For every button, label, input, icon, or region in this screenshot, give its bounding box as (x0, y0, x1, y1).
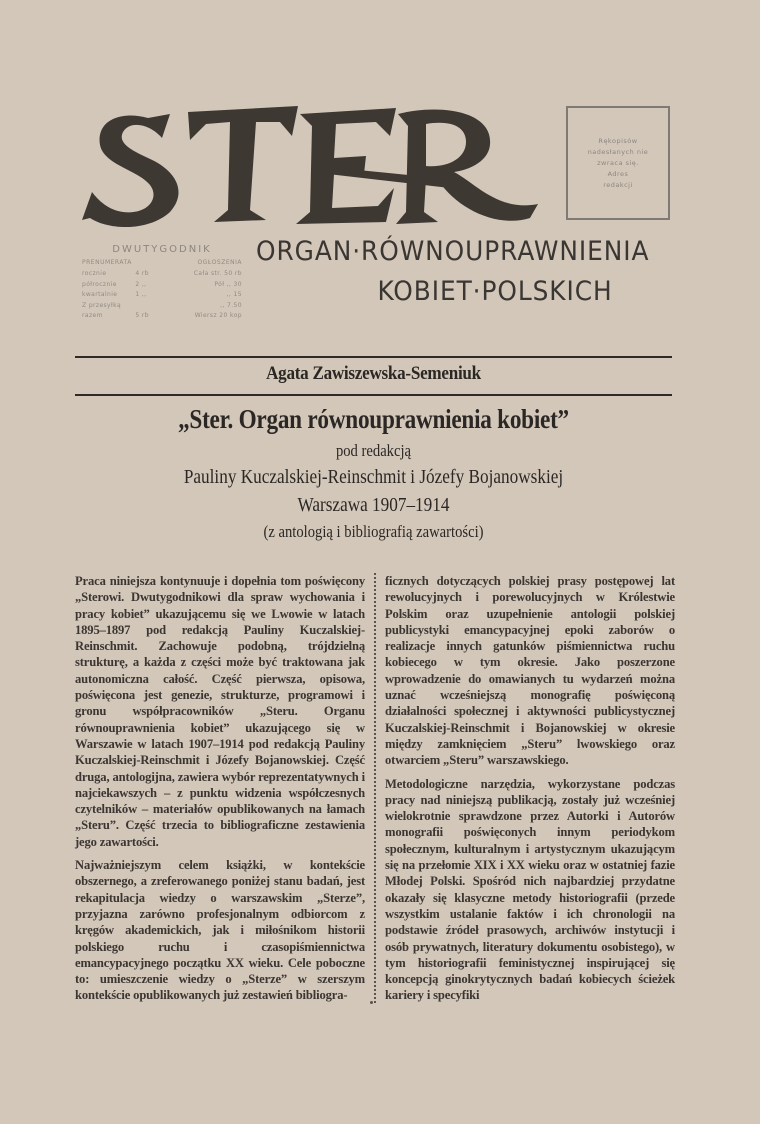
subscription-cell: razem (82, 312, 103, 319)
subscription-cell: rocznie (82, 270, 107, 277)
stamp-box (566, 106, 670, 220)
right-column (385, 573, 675, 1011)
bottom-rule (75, 394, 672, 396)
paragraph: ficznych dotyczących polskiej prasy postępowej lat rewolucyjnych i porewolucyjnych w Królestwie Polskim oraz uzupełnienie antologii polskiej publicystyki emancypacyjnej epoki zaborów o realizacje innych gatunków piśmiennictwa ruchu kobiecego w tym okresie. Jako poszerzone wprowadzenie do omawianych tu wydarzeń można uznać wcześniejszą monografię poświęconą działalności społecznej i aktywności publicystycznej Kuczalskiej-Reinschmit i Bojanowskiej w okresie między zamknięciem „Steru” lwowskiego oraz otwarciem „Steru” warszawskiego. (385, 574, 675, 768)
subscription-cell: Cała str. 50 rb (193, 270, 242, 277)
ster-logo (78, 100, 548, 235)
paragraph: Praca niniejsza kontynuuje i dopełnia tom poświęcony „Sterowi. Dwutygodnikowi dla spraw wychowania i pracy kobiet” ukazującemu się we Lwowie w latach 1895–1897 pod redakcją Pauliny Kuczalskiej-Reinschmit. Zachowuje podobną, trójdzielną strukturę, a każda z części może być traktowana jak autonomiczna całość. Część pierwsza, opisowa, poświęcona jest genezie, strukturze, programowi i gronu współpracowników „Steru. Organu równouprawnienia kobiet” ukazującego się w Warszawie w latach 1907–1914 pod redakcją Pauliny Kuczalskiej-Reinschmit i Józefy Bojanowskiej. Część druga, antologijna, zawiera wybór reprezentatywnych i najciekawszych – z punktu widzenia współczesnych czytelników – materiałów opublikowanych na łamach „Steru”. Część trzecia to bibliograficzne zestawienia jego zawartości. (75, 574, 365, 849)
edition-note: (z antologią i bibliografią zawartości) (263, 522, 484, 541)
masthead (0, 0, 760, 350)
editor-intro: pod redakcją (335, 441, 412, 460)
subscription-row (82, 280, 242, 291)
subscription-cell: 2 ,, (135, 280, 147, 288)
subscription-head-right: OGŁOSZENIA (197, 259, 242, 266)
subscription-cell (135, 301, 188, 312)
organ-line-2: KOBIET·POLSKICH (377, 276, 613, 307)
author-name: Agata Zawiszewska-Semeniuk (266, 363, 481, 384)
subscription-cell: 5 rb (135, 312, 149, 319)
subscription-cell: Pół ,, 30 (214, 280, 242, 288)
subscription-row (82, 301, 242, 312)
editors: Pauliny Kuczalskiej-Reinschmit i Józefy Bojanowskiej (183, 466, 564, 488)
subscription-cell: kwartalnie (82, 291, 118, 298)
paragraph: Najważniejszym celem książki, w kontekście obszernego, a zreferowanego poniżej stanu badań, jest rekapitulacja wiedzy o warszawskim „Sterze”, przyjazna zarówno profesjonalnym odbiorcom z kręgów akademickich, jak i miłośnikom historii polskiego ruchu i czasopiśmiennictwa emancypacyjnego początku XX wieku. Cele poboczne to: umieszczenie wiedzy o „Sterze” w szerszym kontekście opublikowanych już zestawień bibliogra- (75, 858, 365, 1003)
paragraph: Metodologiczne narzędzia, wykorzystane podczas pracy nad niniejszą publikacją, zostały już wcześniej wielokrotnie sprawdzone przez Autorki i Autorów monografii poświęconych innym periodykom społecznym, kulturalnym i artystycznym ukazującym się na przełomie XIX i XX wieku oraz w ostatniej fazie Młodej Polski. Spośród nich najbardziej przydatne okazały się klasyczne metody historiografii (przede wszystkim ustalanie faktów i ich chronologii na podstawie źródeł prasowych, archiwów instytucji i osób prywatnych, literatury dokumentu osobistego), w tym historiografii feministycznej inspirującej się koncepcją ginokrytycznych badań kobiecych ścieżek kariery i specyfiki (385, 776, 675, 1003)
subscription-cell: półrocznie (82, 280, 117, 288)
stamp-line: Adres (607, 169, 629, 178)
organ-subtitle (256, 232, 666, 312)
subscription-row (82, 311, 242, 322)
left-column (75, 573, 365, 1011)
subscription-row (82, 269, 242, 280)
ornament-dot (370, 1001, 373, 1004)
subscription-cell: ,, 15 (226, 291, 242, 298)
stamp-line: redakcji (603, 180, 633, 189)
column-divider (374, 573, 376, 1003)
subscription-head-left: PRENUMERATA (82, 259, 132, 266)
subscription-cell: 4 rb (135, 270, 149, 277)
place-dates: Warszawa 1907–1914 (297, 494, 450, 516)
stamp-line: Rękopisów (598, 136, 638, 145)
subscription-header (82, 259, 242, 266)
stamp-line: nadesłanych nie (587, 147, 649, 156)
organ-line-1: ORGAN·RÓWNOUPRAWNIENIA (256, 236, 650, 267)
subscription-row (82, 290, 242, 301)
book-title: „Ster. Organ równouprawnienia kobiet” (178, 404, 569, 434)
title-block (75, 400, 672, 544)
subscription-title: DWUTYGODNIK (112, 244, 212, 255)
subscription-table (82, 244, 242, 322)
subscription-cell: ,, 7.50 (220, 301, 242, 309)
top-rule (75, 356, 672, 358)
stamp-line: zwraca się. (597, 158, 639, 167)
subscription-cell: Z przesyłką (82, 301, 122, 309)
subscription-cell: 1 ,, (135, 291, 147, 298)
subscription-cell: Wiersz 20 kop (194, 312, 242, 319)
